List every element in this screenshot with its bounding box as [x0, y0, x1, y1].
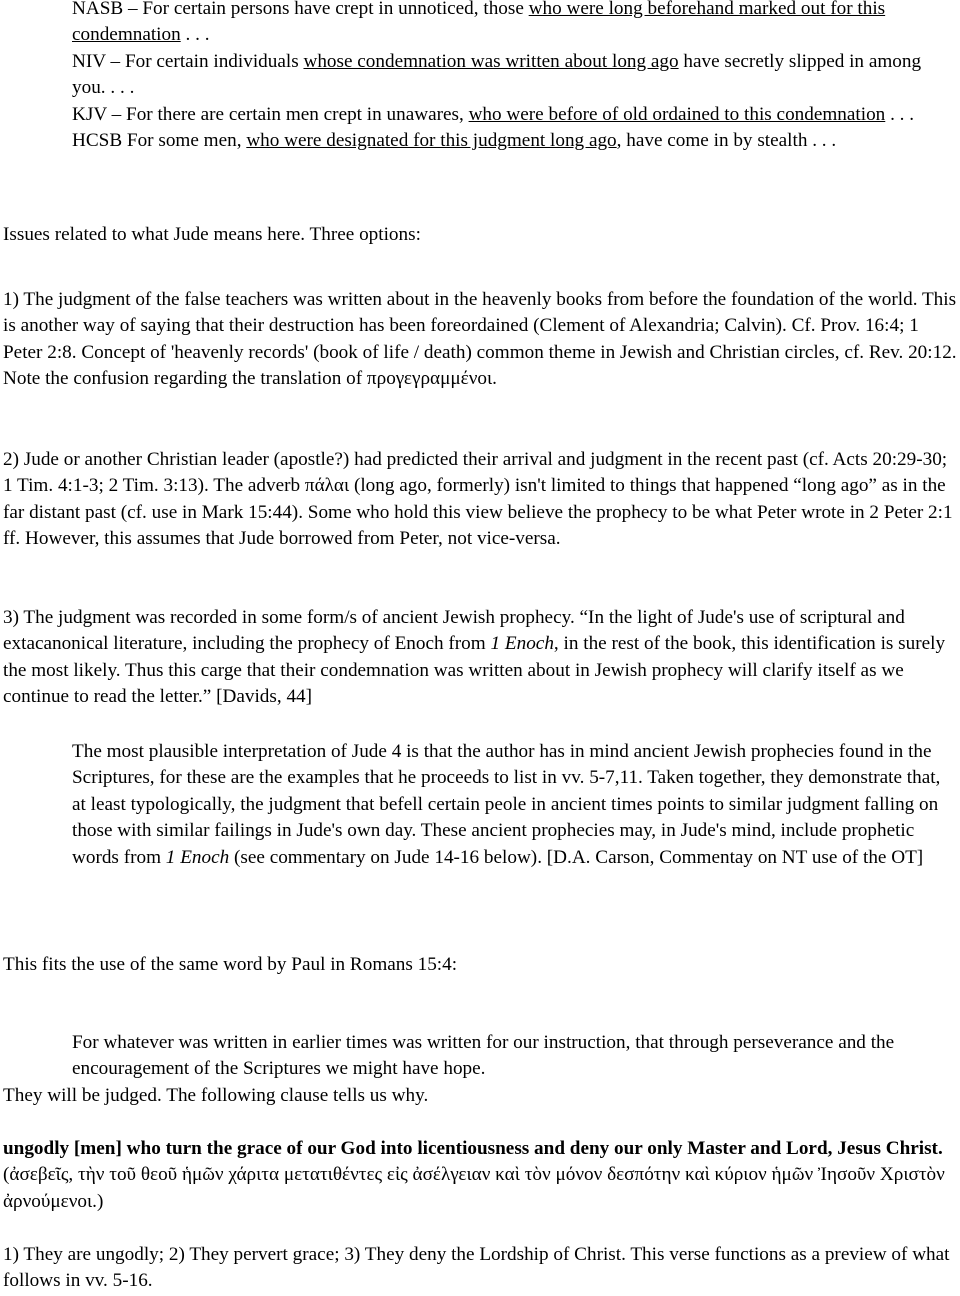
option-3-text: 3) The judgment was recorded in some form/s of ancient Jewish prophecy. “In the light of Jude's use of scriptural and extacanonical literature, including the prophecy of Enoch from [3, 607, 905, 655]
book-title: 1 Enoch [165, 846, 230, 868]
option-3-text: , in the rest of the book, this identification is surely the most likely. Thus this carge that their condemnation was written about in Jewish prophecy will clarify itself as we continue to read the letter.” [Davids, 44] [3, 633, 946, 708]
underlined-phrase: who were designated for this judgment long ago [246, 130, 617, 152]
option-1: 1) The judgment of the false teachers was written about in the heavenly books from before the foundation of the world. This is another way of saying that their destruction has been foreordained (Clement of Alexandria; Calvin). Cf. Prov. 16:4; 1 Peter 2:8. Concept of 'heavenly records' (book of life / death) common theme in Jewish and Christian circles, cf. Rev. 20:12. Note the confusion regarding the translation of προγεγραμμένοι. [3, 289, 957, 390]
translation-text: . . . [885, 103, 915, 125]
translation-list [72, 0, 952, 154]
romans-intro: This fits the use of the same word by Paul in Romans 15:4: [3, 954, 458, 975]
translation-hcsb [72, 128, 952, 154]
romans-quote: For whatever was written in earlier times was written for our instruction, that through perseverance and the encouragement of the Scriptures we might have hope. [72, 1032, 895, 1080]
summary: 1) They are ungodly; 2) They pervert grace; 3) They deny the Lordship of Christ. This verse functions as a preview of what follows in vv. 5-16. [3, 1244, 950, 1292]
translation-text: NASB – For certain persons have crept in unnoticed, those [72, 0, 529, 19]
translation-niv [72, 49, 952, 102]
verse-english: ungodly [men] who turn the grace of our God into licentiousness and deny our only Master and Lord, Jesus Christ. [3, 1138, 943, 1159]
quote-text: (see commentary on Jude 14-16 below). [D.A. Carson, Commentay on NT use of the OT] [229, 846, 924, 868]
translation-text: , have come in by stealth . . . [616, 130, 837, 152]
translation-text: NIV – For certain individuals [72, 50, 304, 72]
judged-statement: They will be judged. The following clause tells us why. [3, 1085, 429, 1106]
issues-intro: Issues related to what Jude means here. Three options: [3, 224, 421, 245]
option-3 [3, 605, 958, 711]
quote-text: The most plausible interpretation of Jude 4 is that the author has in mind ancient Jewish prophecies found in the Scriptures, for these are the examples that he proceeds to list in vv. 5-7,11. Taken together, they demonstrate that, at least typologically, the judgment that befell certain peole in ancient times points to similar judgment falling on those with similar failings in Jude's own day. These ancient prophecies may, in Jude's mind, include prophetic words from [72, 741, 941, 868]
underlined-phrase: who were long beforehand marked out for this condemnation [72, 0, 886, 46]
translation-text: have secretly slipped in among you. . . . [72, 50, 922, 99]
verse-greek: (ἀσεβεῖς, τὴν τοῦ θεοῦ ἡμῶν χάριτα μετατιθέντες εἰς ἀσέλγειαν καὶ τὸν μόνον δεσπότην καὶ κύριον ἡμῶν Ἰησοῦν Χριστὸν ἀρνούμενοι.) [3, 1164, 945, 1212]
option-2: 2) Jude or another Christian leader (apostle?) had predicted their arrival and judgment in the recent past (cf. Acts 20:29-30; 1 Tim. 4:1-3; 2 Tim. 3:13). The adverb πάλαι (long ago, formerly) isn't limited to things that happened “long ago” as in the far distant past (cf. use in Mark 15:44). Some who hold this view believe the prophecy to be what Peter wrote in 2 Peter 2:1 ff. However, this assumes that Jude borrowed from Peter, not vice-versa. [3, 449, 953, 550]
book-title: 1 Enoch [490, 633, 554, 655]
translation-text: HCSB For some men, [72, 130, 247, 152]
underlined-phrase: who were before of old ordained to this condemnation [468, 103, 886, 125]
translation-text: . . . [180, 24, 210, 46]
translation-kjv [72, 102, 952, 128]
underlined-phrase: whose condemnation was written about long ago [303, 50, 679, 72]
carson-quote [72, 739, 952, 871]
translation-nasb [72, 0, 952, 49]
verse-text [3, 1136, 958, 1215]
translation-text: KJV – For there are certain men crept in unawares, [72, 103, 469, 125]
